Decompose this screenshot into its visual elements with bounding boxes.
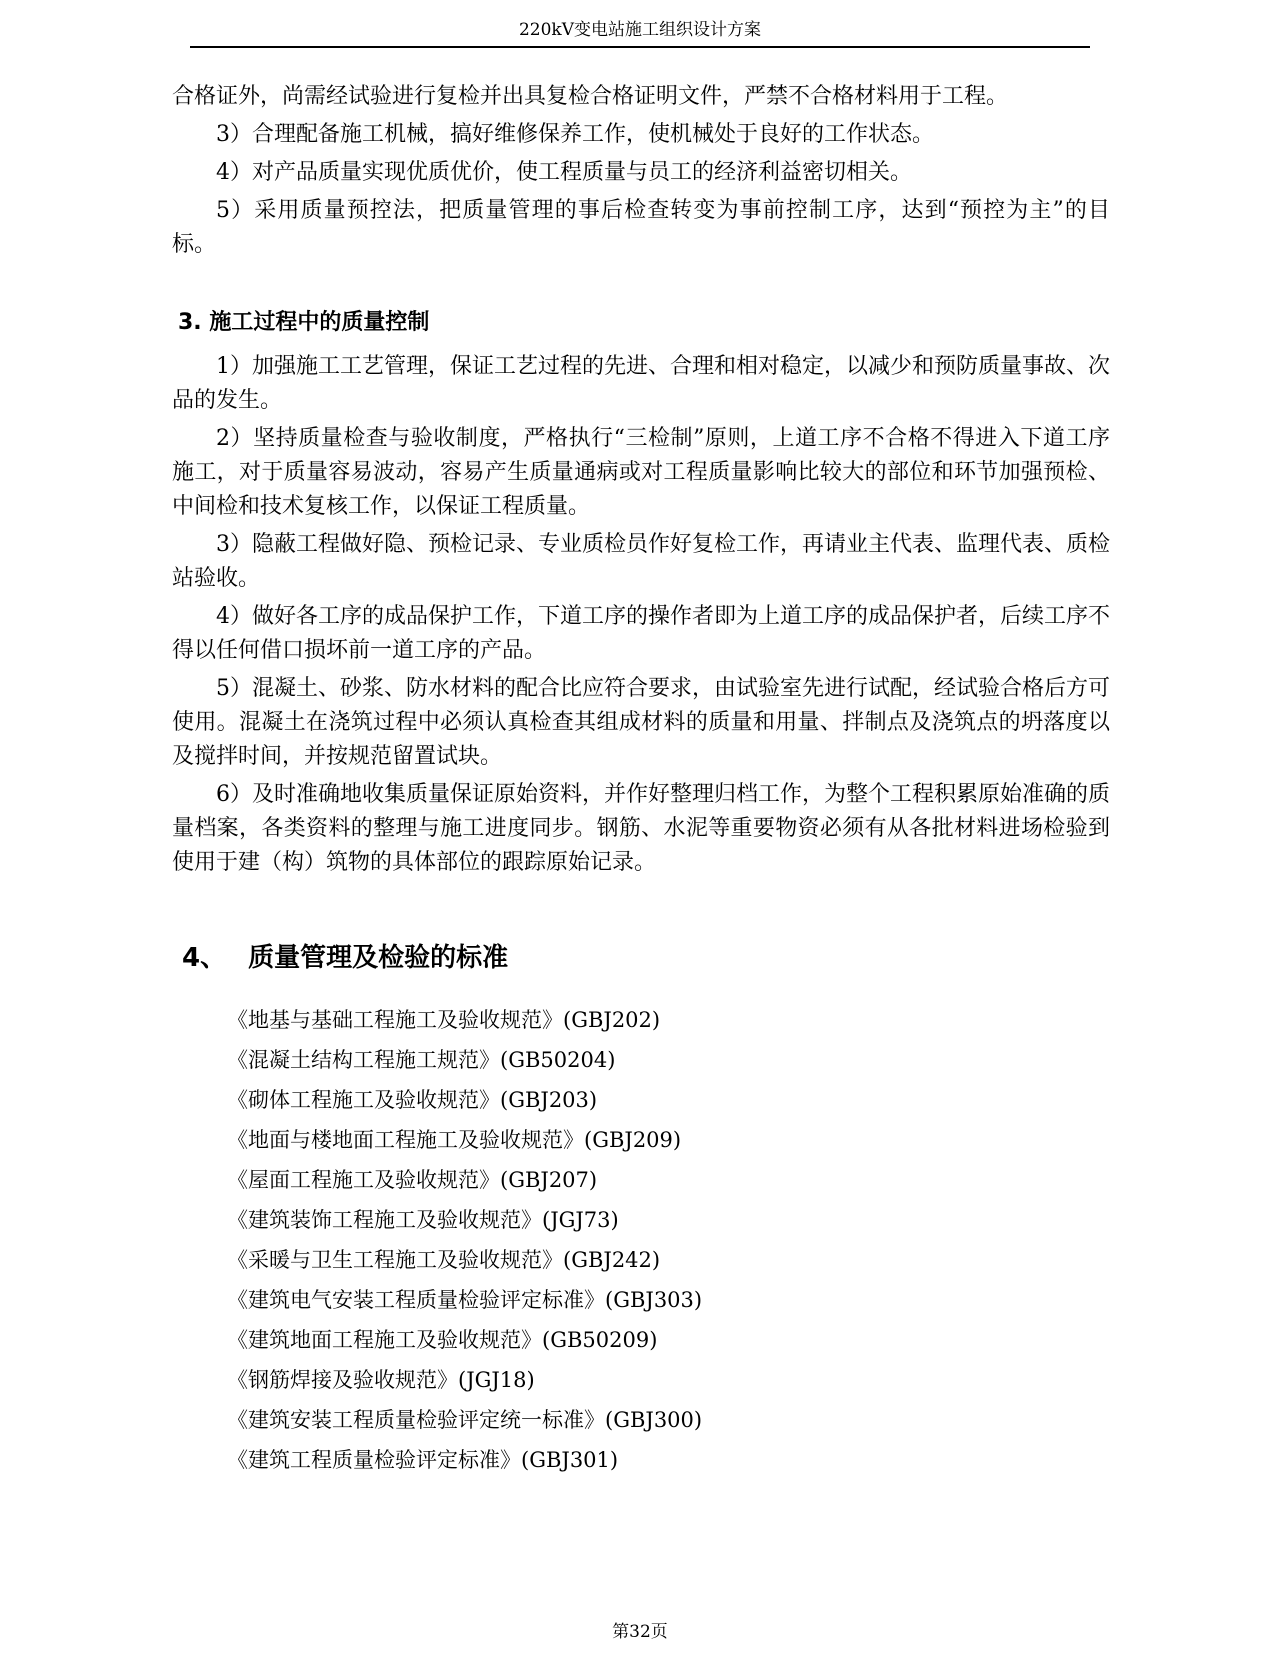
section-3-item-1: 1）加强施工工艺管理，保证工艺过程的先进、合理和相对稳定，以减少和预防质量事故、次品的发生。 [172, 354, 1111, 413]
standard-item: 《建筑工程质量检验评定标准》(GBJ301) [227, 1448, 619, 1472]
page-footer [0, 1617, 1280, 1642]
section-3-item-2: 2）坚持质量检查与验收制度，严格执行“三检制”原则，上道工序不合格不得进入下道工序施工，对于质量容易波动，容易产生质量通病或对工程质量影响比较大的部位和环节加强预检、中间检和技术复核工作，以保证工程质量。 [172, 426, 1110, 519]
section-3-heading: 3. 施工过程中的质量控制 [178, 310, 430, 335]
section-4-title: 质量管理及检验的标准 [248, 943, 509, 973]
standard-item: 《屋面工程施工及验收规范》(GBJ207) [227, 1168, 598, 1192]
standard-item: 《建筑装饰工程施工及验收规范》(JGJ73) [227, 1208, 619, 1232]
standard-item: 《建筑电气安装工程质量检验评定标准》(GBJ303) [227, 1288, 703, 1312]
prev-item-3: 3）合理配备施工机械，搞好维修保养工作，使机械处于良好的工作状态。 [216, 122, 934, 147]
standard-item: 《地基与基础工程施工及验收规范》(GBJ202) [227, 1008, 661, 1032]
standard-item: 《采暖与卫生工程施工及验收规范》(GBJ242) [227, 1248, 661, 1272]
page-header [190, 16, 1090, 48]
section-3-item-5: 5）混凝土、砂浆、防水材料的配合比应符合要求，由试验室先进行试配，经试验合格后方可使用。混凝土在浇筑过程中必须认真检查其组成材料的质量和用量、拌制点及浇筑点的坍落度以及搅拌时间，并按规范留置试块。 [172, 676, 1111, 769]
header-title: 220kV变电站施工组织设计方案 [518, 20, 762, 40]
standards-list [172, 1000, 1110, 1480]
standard-item: 《钢筋焊接及验收规范》(JGJ18) [227, 1368, 535, 1392]
page-number: 第32页 [612, 1622, 668, 1642]
standard-item: 《混凝土结构工程施工规范》(GB50204) [227, 1048, 616, 1072]
standard-item: 《地面与楼地面工程施工及验收规范》(GBJ209) [227, 1128, 682, 1152]
section-3-item-3: 3）隐蔽工程做好隐、预检记录、专业质检员作好复检工作，再请业主代表、监理代表、质检站验收。 [172, 532, 1111, 591]
prev-item-4: 4）对产品质量实现优质优价，使工程质量与员工的经济利益密切相关。 [216, 160, 912, 185]
section-3-item-6: 6）及时准确地收集质量保证原始资料，并作好整理归档工作，为整个工程积累原始准确的质量档案，各类资料的整理与施工进度同步。钢筋、水泥等重要物资必须有从各批材料进场检验到使用于建（构）筑物的具体部位的跟踪原始记录。 [172, 782, 1111, 875]
section-4-number: 4、 [182, 943, 227, 973]
continuation-paragraph: 合格证外，尚需经试验进行复检并出具复检合格证明文件，严禁不合格材料用于工程。 [172, 84, 1009, 109]
standard-item: 《砌体工程施工及验收规范》(GBJ203) [227, 1088, 598, 1112]
prev-item-5: 5）采用质量预控法，把质量管理的事后检查转变为事前控制工序，达到“预控为主”的目标。 [172, 198, 1110, 257]
standard-item: 《建筑地面工程施工及验收规范》(GB50209) [227, 1328, 658, 1352]
standard-item: 《建筑安装工程质量检验评定统一标准》(GBJ300) [227, 1408, 703, 1432]
section-4-heading [182, 938, 1110, 978]
document-body [172, 80, 1110, 1480]
section-3-item-4: 4）做好各工序的成品保护工作，下道工序的操作者即为上道工序的成品保护者，后续工序不得以任何借口损坏前一道工序的产品。 [172, 604, 1111, 663]
